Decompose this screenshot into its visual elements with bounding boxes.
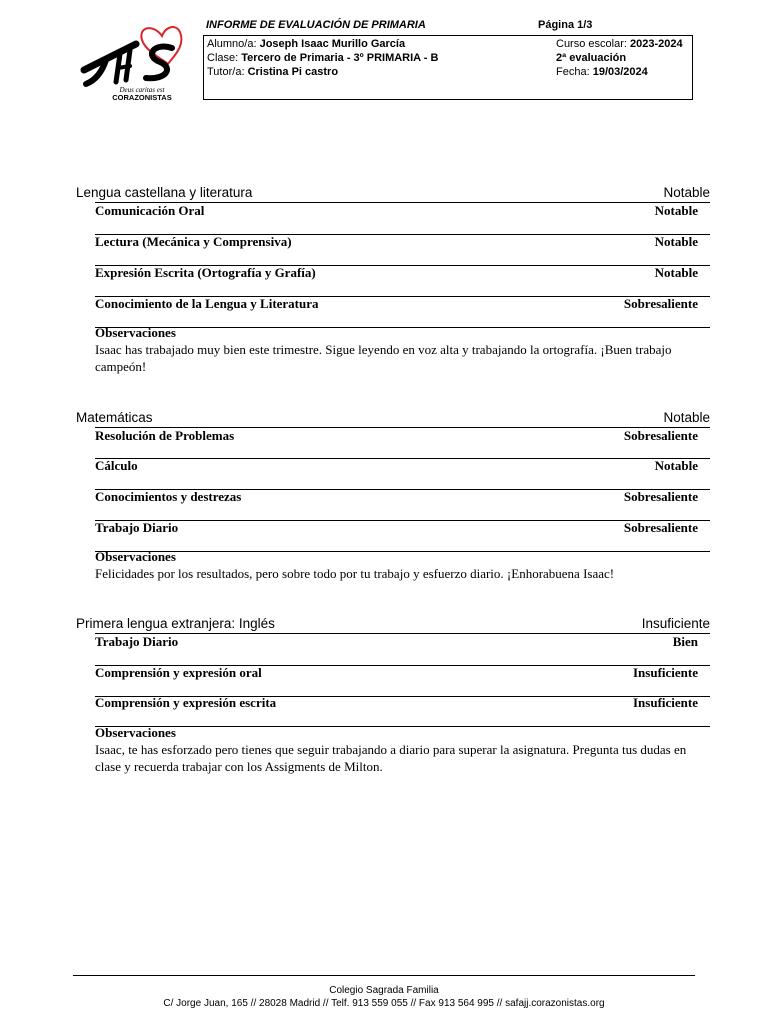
footer-school-name: Colegio Sagrada Familia [329, 985, 439, 996]
criterion-label: Comunicación Oral [95, 203, 205, 218]
criterion-grade: Notable [654, 265, 698, 280]
subject-name: Lengua castellana y literatura [76, 185, 253, 200]
criterion-grade: Notable [654, 458, 698, 473]
evaluation-value: 2ª evaluación [556, 52, 627, 64]
tutor-label: Tutor/a: [207, 66, 245, 78]
evaluation-line [556, 52, 626, 64]
student-label: Alumno/a: [207, 38, 257, 50]
observations-title: Observaciones [95, 325, 176, 340]
observations-text: Isaac, te has esforzado pero tienes que seguir trabajando a diario para superar la asignatura. Pregunta tus dudas en clase y recuerda trabajar con los Assigments de Milton. [95, 742, 687, 774]
subject-grade: Notable [663, 410, 710, 425]
subject-ingles [76, 616, 710, 774]
date-line [556, 66, 648, 78]
criterion-grade: Insuficiente [633, 665, 698, 680]
criterion-label: Trabajo Diario [95, 520, 179, 535]
school-year-line [556, 38, 683, 50]
student-line [207, 38, 405, 50]
divider [95, 458, 710, 459]
subject-header [76, 410, 710, 426]
student-name: Joseph Isaac Murillo García [259, 38, 406, 50]
criterion-grade: Sobresaliente [623, 296, 698, 311]
observations-text: Felicidades por los resultados, pero sobre todo por tu trabajo y esfuerzo diario. ¡Enhorabuena Isaac! [95, 566, 615, 581]
divider [95, 633, 710, 634]
date-value: 19/03/2024 [592, 66, 648, 78]
criterion-grade: Sobresaliente [623, 428, 698, 443]
criterion-label: Conocimiento de la Lengua y Literatura [95, 296, 319, 311]
observations-text: Isaac has trabajado muy bien este trimestre. Sigue leyendo en voz alta y trabajando la ortografía. ¡Buen trabajo campeón! [95, 342, 672, 374]
divider [95, 327, 710, 328]
criterion-grade: Sobresaliente [623, 520, 698, 535]
date-label: Fecha: [556, 66, 590, 78]
divider [95, 520, 710, 521]
criterion-grade: Notable [654, 203, 698, 218]
criterion-grade: Sobresaliente [623, 489, 698, 504]
footer-contact: C/ Jorge Juan, 165 // 28028 Madrid // Telf. 913 559 055 // Fax 913 564 995 // safajj.corazonistas.org [163, 998, 605, 1009]
criterion-label: Trabajo Diario [95, 634, 179, 649]
divider [95, 551, 710, 552]
criterion-grade: Notable [654, 234, 698, 249]
observations-title: Observaciones [95, 725, 176, 740]
subject-name: Primera lengua extranjera: Inglés [76, 616, 275, 631]
school-year-value: 2023-2024 [629, 38, 683, 50]
school-logo [76, 20, 188, 104]
subject-grade: Insuficiente [641, 616, 710, 631]
school-year-label: Curso escolar: [556, 38, 627, 50]
subject-grade: Notable [663, 185, 710, 200]
criterion-label: Cálculo [95, 458, 138, 473]
logo-name: CORAZONISTAS [112, 93, 172, 102]
observations-title: Observaciones [95, 549, 176, 564]
logo-tagline: Deus caritas est [119, 86, 165, 94]
student-info-box [203, 35, 693, 100]
document-title: INFORME DE EVALUACIÓN DE PRIMARIA [206, 19, 426, 31]
criterion-label: Lectura (Mecánica y Comprensiva) [95, 234, 292, 249]
class-line [207, 52, 438, 64]
subject-name: Matemáticas [76, 410, 153, 425]
criterion-label: Expresión Escrita (Ortografía y Grafía) [95, 265, 316, 280]
tutor-line [207, 66, 338, 78]
page-number: Página 1/3 [538, 19, 593, 31]
footer-divider [73, 975, 695, 976]
divider [95, 726, 710, 727]
class-label: Clase: [207, 52, 239, 64]
criterion-label: Comprensión y expresión oral [95, 665, 262, 680]
class-value: Tercero de Primaria - 3º PRIMARIA - B [241, 52, 439, 64]
criterion-grade: Bien [672, 634, 698, 649]
tutor-value: Cristina Pi castro [247, 66, 339, 78]
subject-lengua [76, 185, 710, 374]
subject-matematicas [76, 410, 710, 581]
criterion-label: Conocimientos y destrezas [95, 489, 242, 504]
subject-header [76, 616, 710, 632]
subject-header [76, 185, 710, 201]
criterion-label: Comprensión y expresión escrita [95, 695, 277, 710]
criterion-grade: Insuficiente [633, 695, 698, 710]
criterion-label: Resolución de Problemas [95, 428, 235, 443]
